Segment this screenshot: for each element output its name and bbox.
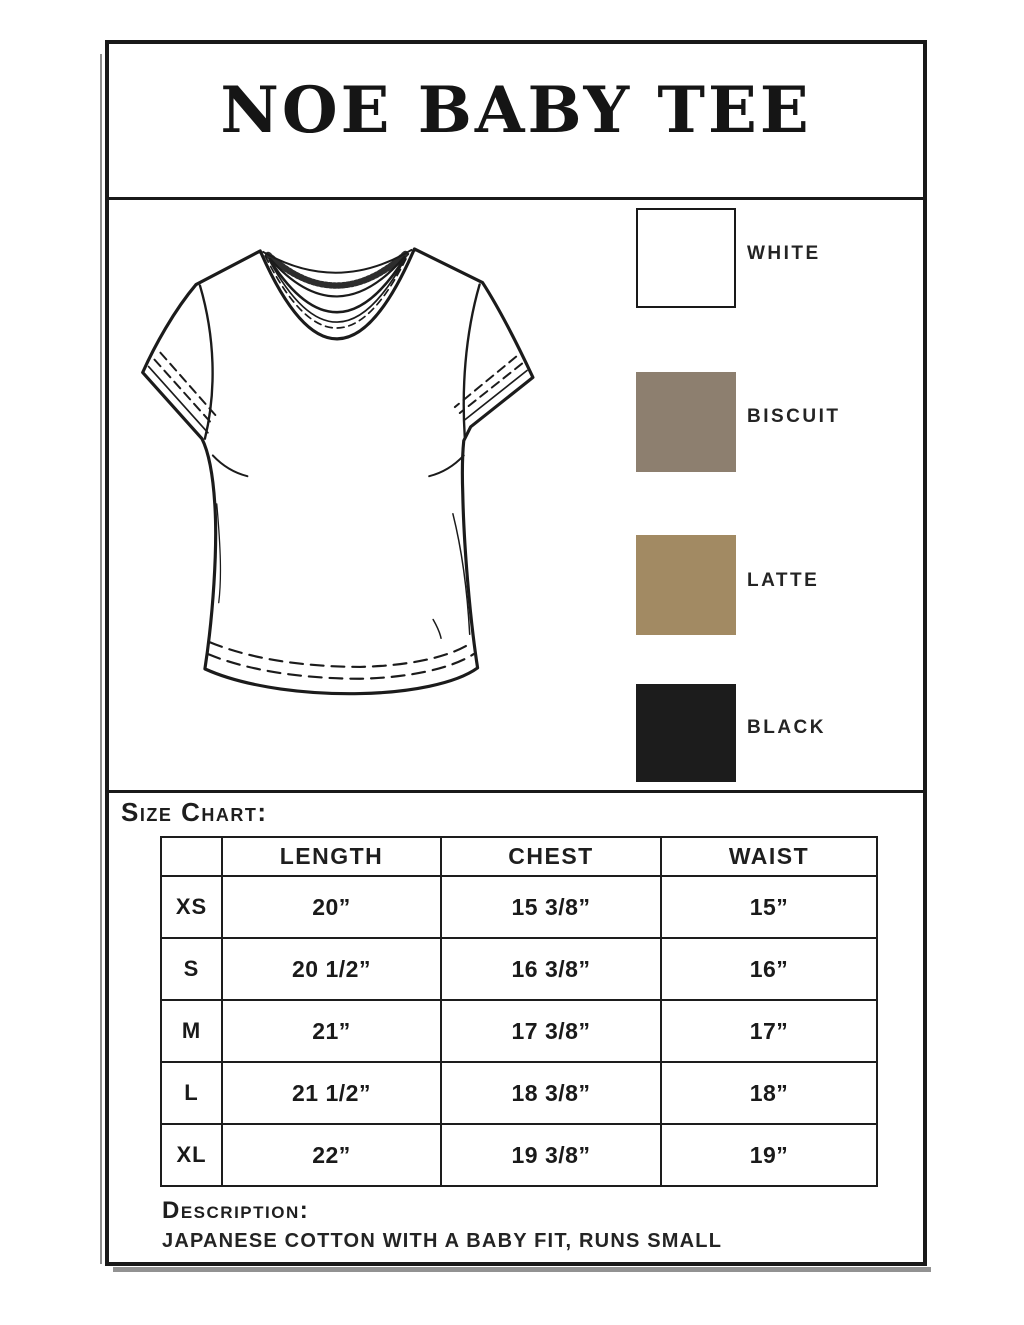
size-label: XL — [161, 1124, 222, 1186]
chest-value: 19 3/8” — [441, 1124, 661, 1186]
table-row-xl — [161, 1124, 877, 1186]
page-drop-shadow — [113, 1267, 931, 1272]
table-row-s — [161, 938, 877, 1000]
length-value: 22” — [222, 1124, 441, 1186]
color-swatch-black — [636, 684, 736, 782]
size-chart-header-row — [161, 837, 877, 876]
col-header-length: LENGTH — [222, 837, 441, 876]
size-chart-section — [109, 793, 923, 1262]
size-label: S — [161, 938, 222, 1000]
tshirt-flat-sketch-icon — [115, 204, 609, 784]
description-text: JAPANESE COTTON WITH A BABY FIT, RUNS SMALL — [162, 1230, 723, 1252]
color-swatch-latte — [636, 535, 736, 635]
size-chart-table — [160, 836, 878, 1187]
waist-value: 19” — [661, 1124, 877, 1186]
chest-value: 18 3/8” — [441, 1062, 661, 1124]
table-row-xs — [161, 876, 877, 938]
color-swatch-biscuit — [636, 372, 736, 472]
length-value: 21 1/2” — [222, 1062, 441, 1124]
page-title: NOE BABY TEE — [220, 73, 812, 148]
chest-value: 16 3/8” — [441, 938, 661, 1000]
size-label: XS — [161, 876, 222, 938]
waist-value: 16” — [661, 938, 877, 1000]
col-header-chest: CHEST — [441, 837, 661, 876]
col-header-size — [161, 837, 222, 876]
chest-value: 17 3/8” — [441, 1000, 661, 1062]
swatch-label-latte: LATTE — [747, 570, 820, 591]
col-header-waist: WAIST — [661, 837, 877, 876]
size-chart-heading: Size Chart: — [121, 797, 268, 827]
waist-value: 15” — [661, 876, 877, 938]
waist-value: 18” — [661, 1062, 877, 1124]
length-value: 21” — [222, 1000, 441, 1062]
swatch-label-black: BLACK — [747, 717, 826, 738]
description-heading: Description: — [162, 1197, 310, 1224]
length-value: 20” — [222, 876, 441, 938]
size-label: M — [161, 1000, 222, 1062]
product-visual-section — [109, 200, 923, 793]
spec-sheet-page — [105, 40, 927, 1266]
table-row-l — [161, 1062, 877, 1124]
waist-value: 17” — [661, 1000, 877, 1062]
size-label: L — [161, 1062, 222, 1124]
table-row-m — [161, 1000, 877, 1062]
chest-value: 15 3/8” — [441, 876, 661, 938]
title-section — [109, 44, 923, 200]
color-swatch-white — [636, 208, 736, 308]
swatch-label-biscuit: BISCUIT — [747, 406, 841, 427]
length-value: 20 1/2” — [222, 938, 441, 1000]
scan-edge-line — [100, 54, 102, 1264]
swatch-label-white: WHITE — [747, 243, 821, 264]
